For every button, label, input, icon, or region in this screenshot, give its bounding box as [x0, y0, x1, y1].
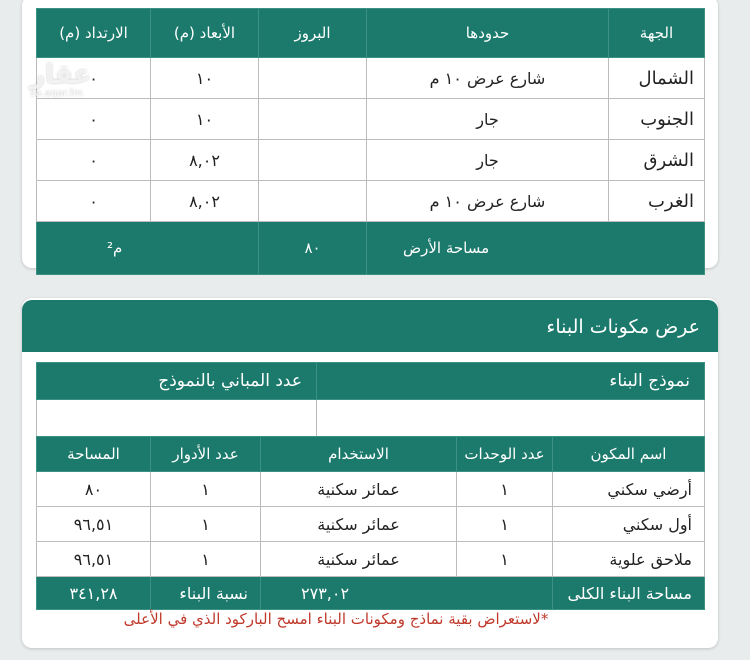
table-row — [37, 507, 705, 542]
ratio-value: ٣٤١,٢٨ — [37, 577, 151, 610]
buildings-count-value — [37, 400, 317, 441]
table-row — [37, 140, 705, 181]
component-name-cell: أرضي سكني — [553, 472, 705, 507]
header-floors: عدد الأدوار — [151, 437, 261, 472]
side-cell: الشمال — [609, 58, 705, 99]
land-area-label: مساحة الأرض — [367, 222, 705, 275]
setback-cell: ٠ — [37, 181, 151, 222]
components-table — [36, 436, 705, 610]
borders-header-row — [37, 9, 705, 58]
land-area-value: ٨٠ — [259, 222, 367, 275]
dimension-cell: ١٠ — [151, 99, 259, 140]
totals-row — [37, 577, 705, 610]
setback-cell: ٠ — [37, 140, 151, 181]
setback-cell: ٠ — [37, 58, 151, 99]
units-cell: ١ — [457, 472, 553, 507]
total-area-label: مساحة البناء الكلى — [553, 577, 705, 610]
floors-cell: ١ — [151, 542, 261, 577]
use-cell: عمائر سكنية — [261, 507, 457, 542]
header-area: المساحة — [37, 437, 151, 472]
watermark-site: sa.aqar.fm — [30, 88, 83, 99]
header-projection: البروز — [259, 9, 367, 58]
total-area-value: ٢٧٣,٠٢ — [261, 577, 553, 610]
model-header-row — [37, 363, 705, 400]
units-cell: ١ — [457, 542, 553, 577]
use-cell: عمائر سكنية — [261, 542, 457, 577]
header-setback: الارتداد (م) — [37, 9, 151, 58]
barcode-note: *لاستعراض بقية نماذج ومكونات البناء امسح الباركود الذي في الأعلى — [123, 610, 549, 628]
limit-cell: شارع عرض ١٠ م — [367, 58, 609, 99]
model-label: نموذج البناء — [317, 363, 705, 400]
table-row — [37, 181, 705, 222]
dimension-cell: ١٠ — [151, 58, 259, 99]
component-name-cell: ملاحق علوية — [553, 542, 705, 577]
side-cell: الشرق — [609, 140, 705, 181]
limit-cell: شارع عرض ١٠ م — [367, 181, 609, 222]
side-cell: الغرب — [609, 181, 705, 222]
setback-cell: ٠ — [37, 99, 151, 140]
area-cell: ٩٦,٥١ — [37, 507, 151, 542]
limit-cell: جار — [367, 140, 609, 181]
buildings-count-label: عدد المباني بالنموذج — [37, 363, 317, 400]
table-row — [37, 472, 705, 507]
area-cell: ٨٠ — [37, 472, 151, 507]
header-dimension: الأبعاد (م) — [151, 9, 259, 58]
land-area-unit: م² — [37, 222, 259, 275]
table-row — [37, 58, 705, 99]
projection-cell — [259, 181, 367, 222]
land-area-row — [37, 222, 705, 275]
table-row — [37, 99, 705, 140]
projection-cell — [259, 58, 367, 99]
header-use: الاستخدام — [261, 437, 457, 472]
dimension-cell: ٨,٠٢ — [151, 140, 259, 181]
limit-cell: جار — [367, 99, 609, 140]
use-cell: عمائر سكنية — [261, 472, 457, 507]
side-cell: الجنوب — [609, 99, 705, 140]
model-value-row — [37, 400, 705, 441]
floors-cell: ١ — [151, 507, 261, 542]
watermark-brand: عقار — [30, 60, 92, 90]
floors-cell: ١ — [151, 472, 261, 507]
projection-cell — [259, 99, 367, 140]
component-name-cell: أول سكني — [553, 507, 705, 542]
units-cell: ١ — [457, 507, 553, 542]
header-component-name: اسم المكون — [553, 437, 705, 472]
model-value — [317, 400, 705, 441]
header-limit: حدودها — [367, 9, 609, 58]
aqar-watermark-logo — [30, 60, 91, 99]
borders-table — [36, 8, 705, 275]
projection-cell — [259, 140, 367, 181]
components-header-row — [37, 437, 705, 472]
ratio-label: نسبة البناء — [151, 577, 261, 610]
area-cell: ٩٦,٥١ — [37, 542, 151, 577]
dimension-cell: ٨,٠٢ — [151, 181, 259, 222]
header-side: الجهة — [609, 9, 705, 58]
table-row — [37, 542, 705, 577]
header-units: عدد الوحدات — [457, 437, 553, 472]
model-table — [36, 362, 705, 441]
components-title: عرض مكونات البناء — [22, 300, 718, 352]
